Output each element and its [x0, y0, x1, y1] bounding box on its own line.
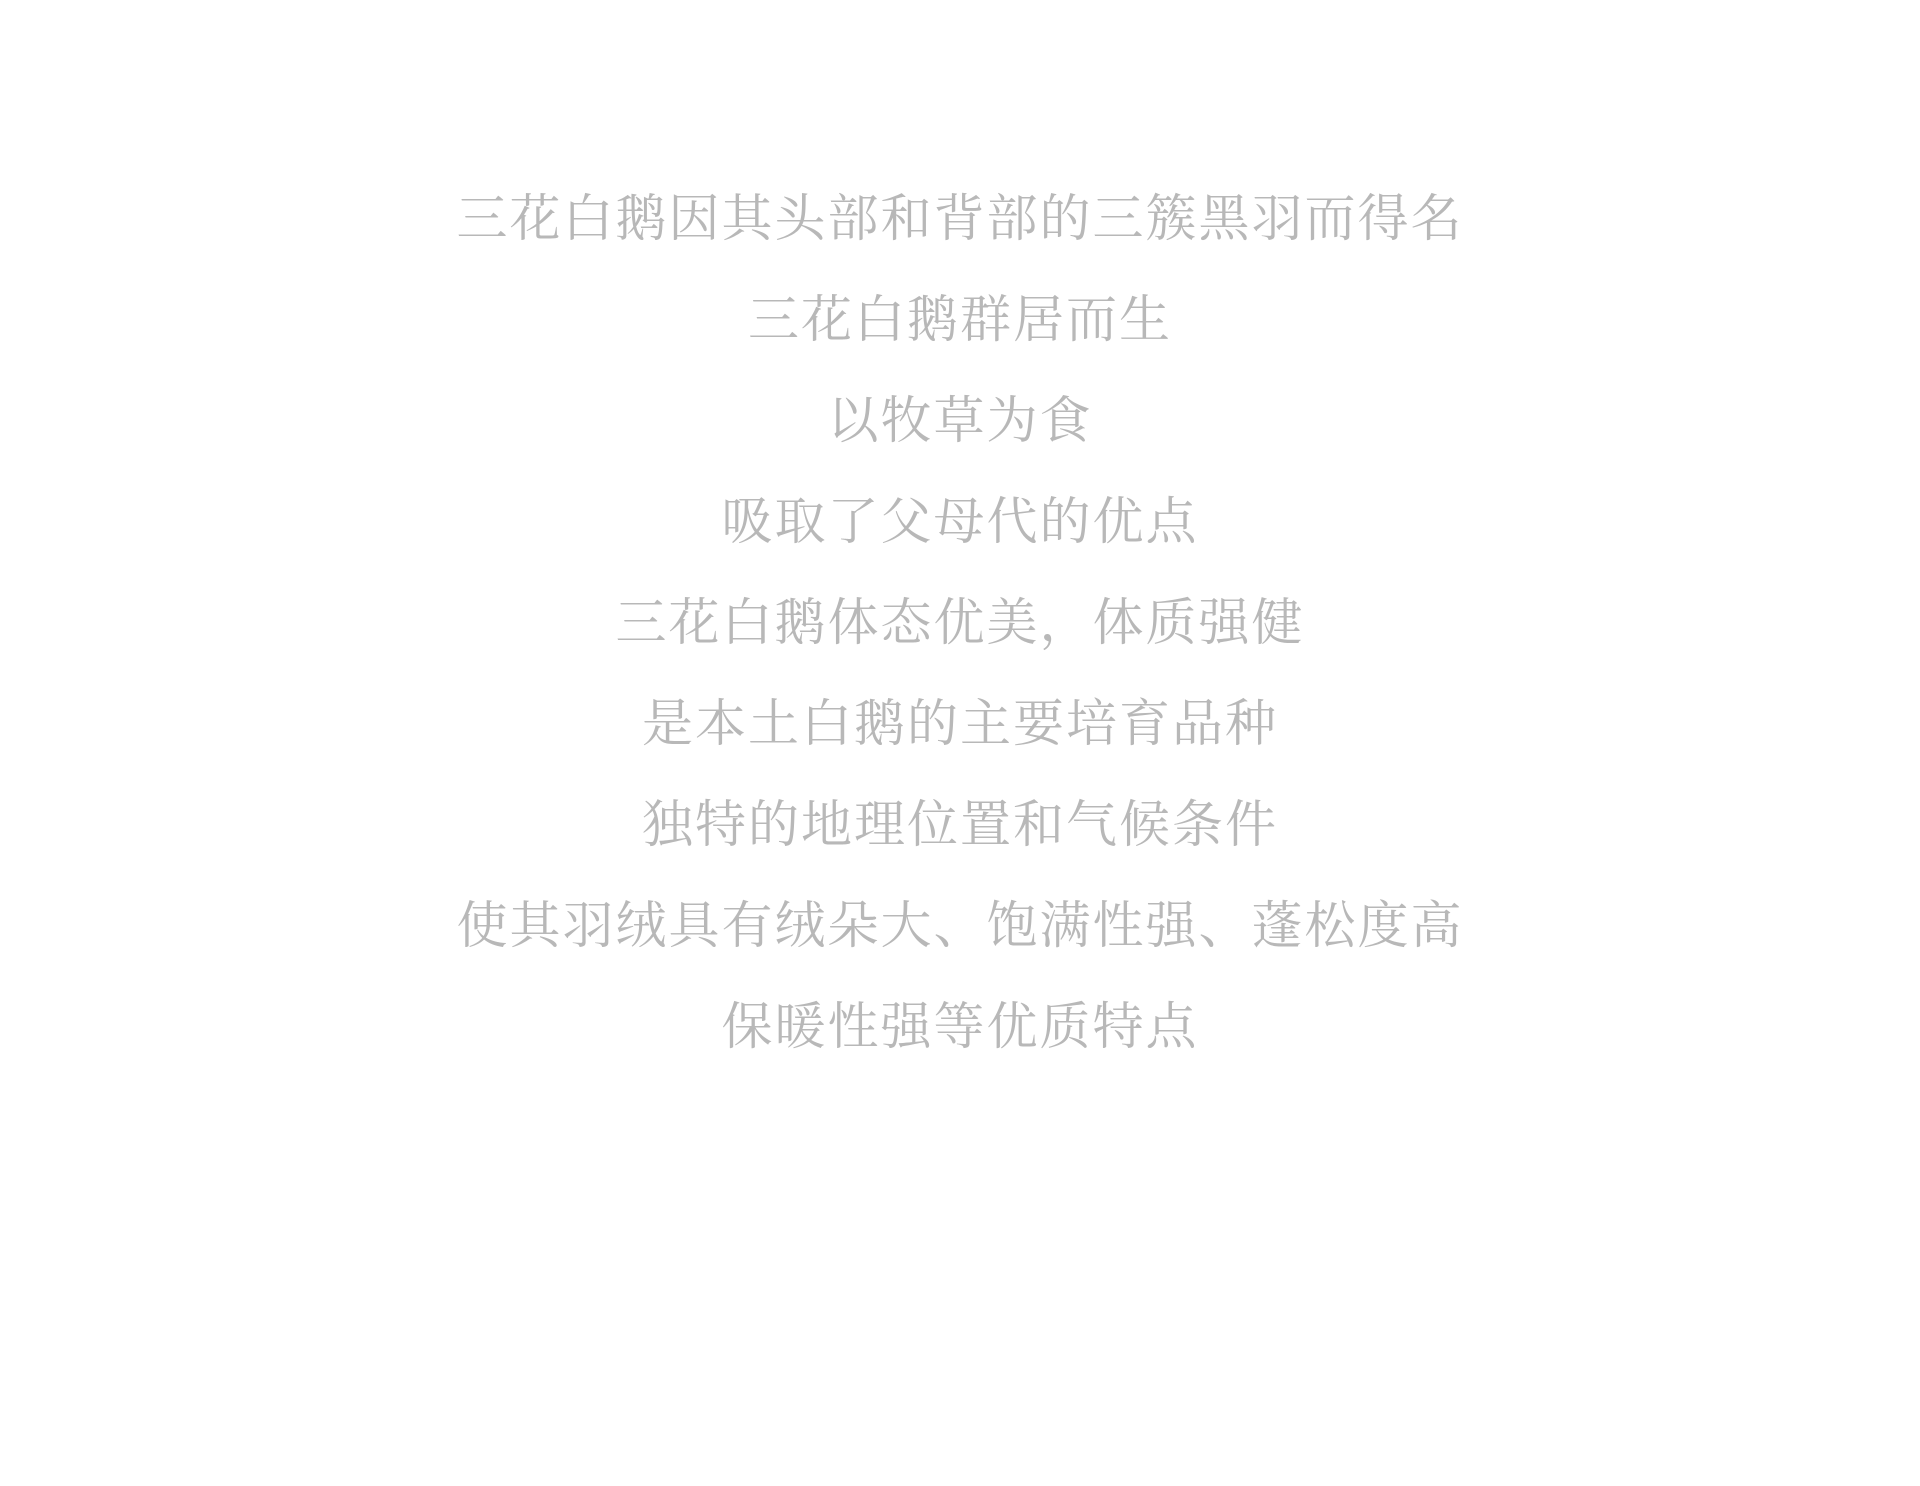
text-line: 保暖性强等优质特点: [721, 998, 1199, 1055]
text-line: 使其羽绒具有绒朵大、饱满性强、蓬松度高: [456, 897, 1464, 954]
text-line: 三花白鹅群居而生: [747, 291, 1172, 348]
text-line: 三花白鹅因其头部和背部的三簇黑羽而得名: [456, 190, 1464, 247]
description-text-block: [0, 168, 1920, 1077]
text-line: 以牧草为食: [827, 392, 1093, 449]
text-line: 独特的地理位置和气候条件: [641, 796, 1278, 853]
text-line: 吸取了父母代的优点: [721, 493, 1199, 550]
text-line: 三花白鹅体态优美，体质强健: [615, 594, 1305, 651]
text-line: 是本土白鹅的主要培育品种: [641, 695, 1278, 752]
